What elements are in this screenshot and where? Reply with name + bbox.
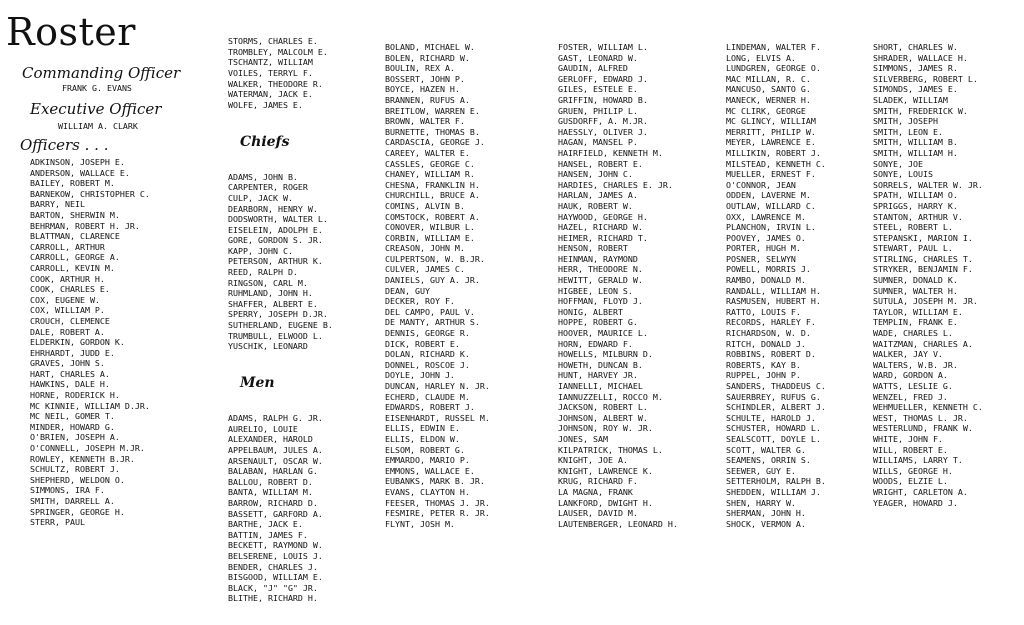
roster-name: SMITH, JOSEPH bbox=[873, 116, 938, 127]
roster-name: BREITLOW, WARREN E. bbox=[385, 105, 480, 116]
roster-name: BOSSERT, JOHN P. bbox=[385, 73, 465, 84]
roster-name: EVANS, CLAYTON H. bbox=[385, 486, 470, 497]
roster-name: SAUERBREY, RUFUS G. bbox=[726, 391, 821, 402]
roster-name: SHEDDEN, WILLIAM J. bbox=[726, 486, 821, 497]
roster-name: STERR, PAUL bbox=[30, 517, 85, 528]
roster-name: WILL, ROBERT E. bbox=[873, 444, 948, 455]
officers-column bbox=[30, 157, 150, 528]
roster-name: BOULIN, REX A. bbox=[385, 63, 455, 74]
roster-name: KNIGHT, LAWRENCE K. bbox=[558, 465, 653, 476]
roster-name: CARROLL, KEVIN M. bbox=[30, 262, 115, 273]
roster-name: ELLIS, EDWIN E. bbox=[385, 423, 460, 434]
roster-name: SCHINDLER, ALBERT J. bbox=[726, 402, 826, 413]
roster-name: HEINMAN, RAYMOND bbox=[558, 253, 638, 264]
roster-name: HANSEL, ROBERT E. bbox=[558, 158, 643, 169]
roster-name: O'CONNOR, JEAN bbox=[726, 179, 796, 190]
roster-name: SORRELS, WALTER W. JR. bbox=[873, 179, 983, 190]
roster-name: CASSLES, GEORGE C. bbox=[385, 158, 475, 169]
roster-name: DANIELS, GUY A. JR. bbox=[385, 275, 480, 286]
roster-name: JOHNSON, ROY W. JR. bbox=[558, 423, 653, 434]
roster-name: SCHULTZ, ROBERT J. bbox=[30, 464, 120, 475]
roster-name: REED, RALPH D. bbox=[228, 267, 298, 278]
roster-name: LONG, ELVIS A. bbox=[726, 52, 796, 63]
roster-name: AURELIO, LOUIE bbox=[228, 423, 298, 434]
roster-name: SHEPHERD, WELDON O. bbox=[30, 474, 125, 485]
roster-name: CARROLL, GEORGE A. bbox=[30, 252, 120, 263]
roster-name: JACKSON, ROBERT L. bbox=[558, 402, 648, 413]
roster-name: COX, WILLIAM P. bbox=[30, 305, 105, 316]
roster-name: RUPPEL, JOHN P. bbox=[726, 370, 801, 381]
roster-name: CULPERTSON, W. B.JR. bbox=[385, 253, 485, 264]
roster-name: PETERSON, ARTHUR K. bbox=[228, 256, 323, 267]
roster-name: HERR, THEODORE N. bbox=[558, 264, 643, 275]
roster-name: BARNEKOW, CHRISTOPHER C. bbox=[30, 188, 150, 199]
roster-name: ELDERKIN, GORDON K. bbox=[30, 337, 125, 348]
roster-name: KAPP, JOHN C. bbox=[228, 245, 293, 256]
roster-name: ADAMS, RALPH G. JR. bbox=[228, 413, 323, 424]
roster-name: CAREEY, WALTER E. bbox=[385, 147, 470, 158]
roster-name: SPRIGGS, HARRY K. bbox=[873, 200, 958, 211]
roster-name: SUTULA, JOSEPH M. JR. bbox=[873, 296, 978, 307]
roster-name: KILPATRICK, THOMAS L. bbox=[558, 444, 663, 455]
roster-name: SPRINGER, GEORGE H. bbox=[30, 506, 125, 517]
roster-name: ECHERD, CLAUDE M. bbox=[385, 391, 470, 402]
roster-name: EISENHARDT, RUSSEL M. bbox=[385, 412, 490, 423]
roster-name: MILSTEAD, KENNETH C. bbox=[726, 158, 826, 169]
roster-name: HAYWOOD, GEORGE H. bbox=[558, 211, 648, 222]
roster-name: IANNELLI, MICHAEL bbox=[558, 381, 643, 391]
roster-name: SONYE, JOE bbox=[873, 158, 923, 169]
roster-name: ALEXANDER, HAROLD bbox=[228, 434, 313, 445]
roster-name: SCHULTE, HAROLD J. bbox=[726, 412, 816, 423]
roster-name: SANDERS, THADDEUS C. bbox=[726, 381, 826, 391]
roster-name: RINGSON, CARL M. bbox=[228, 277, 308, 288]
roster-name: BARTON, SHERWIN M. bbox=[30, 209, 120, 220]
roster-name: SHORT, CHARLES W. bbox=[873, 42, 958, 52]
roster-name: WOODS, ELZIE L. bbox=[873, 476, 948, 487]
roster-name: SCHUSTER, HOWARD L. bbox=[726, 423, 821, 434]
roster-name: WALKER, JAY V. bbox=[873, 349, 943, 360]
roster-name: TSCHANTZ, WILLIAM bbox=[228, 57, 313, 68]
roster-name: EMMARDO, MARIO P. bbox=[385, 455, 470, 466]
roster-name: MEYER, LAWRENCE E. bbox=[726, 137, 816, 148]
roster-name: WARD, GORDON A. bbox=[873, 370, 948, 381]
roster-name: BARTHE, JACK E. bbox=[228, 519, 303, 530]
roster-name: WALKER, THEODORE R. bbox=[228, 78, 323, 89]
roster-name: STEPANSKI, MARION I. bbox=[873, 232, 973, 243]
roster-name: SUTHERLAND, EUGENE B. bbox=[228, 320, 333, 331]
roster-name: GILES, ESTELE E. bbox=[558, 84, 638, 95]
roster-column-2 bbox=[228, 15, 333, 625]
roster-name: HEWITT, GERALD W. bbox=[558, 275, 643, 286]
roster-name: BENDER, CHARLES J. bbox=[228, 561, 318, 572]
roster-name: BATTIN, JAMES F. bbox=[228, 529, 308, 540]
roster-name: STEEL, ROBERT L. bbox=[873, 222, 953, 233]
roster-name: POOVEY, JAMES O. bbox=[726, 232, 806, 243]
roster-name: O'BRIEN, JOSEPH A. bbox=[30, 432, 120, 443]
roster-name: STRYKER, BENJAMIN F. bbox=[873, 264, 973, 275]
roster-name: WEHMUELLER, KENNETH C. bbox=[873, 402, 983, 413]
roster-name: BRANNEN, RUFUS A. bbox=[385, 94, 470, 105]
roster-name: HAWKINS, DALE H. bbox=[30, 379, 110, 390]
roster-name: HAGAN, MANSEL P. bbox=[558, 137, 638, 148]
roster-name: GUSDORFF, A. M.JR. bbox=[558, 116, 648, 127]
roster-name: GERLOFF, EDWARD J. bbox=[558, 73, 648, 84]
roster-name: SCOTT, WALTER G. bbox=[726, 444, 806, 455]
roster-name: BLACK, "J" "G" JR. bbox=[228, 582, 318, 593]
roster-name: GAST, LEONARD W. bbox=[558, 52, 638, 63]
roster-name: HENSON, ROBERT bbox=[558, 243, 628, 254]
roster-column-3 bbox=[385, 42, 490, 529]
roster-name: STANTON, ARTHUR V. bbox=[873, 211, 963, 222]
roster-name: CORBIN, WILLIAM E. bbox=[385, 232, 475, 243]
roster-name: YUSCHIK, LEONARD bbox=[228, 341, 308, 352]
roster-name: DEAN, GUY bbox=[385, 285, 430, 296]
chiefs-label: Chiefs bbox=[240, 133, 290, 150]
roster-column-6 bbox=[873, 42, 983, 508]
roster-name: HOWETH, DUNCAN B. bbox=[558, 359, 643, 370]
roster-name: MUELLER, ERNEST F. bbox=[726, 169, 816, 180]
roster-name: DOYLE, JOHN J. bbox=[385, 370, 455, 381]
roster-name: FLYNT, JOSH M. bbox=[385, 518, 455, 529]
roster-name: SMITH, WILLIAM H. bbox=[873, 147, 958, 158]
roster-name: SLADEK, WILLIAM bbox=[873, 94, 948, 105]
roster-name: JOHNSON, ALBERT W. bbox=[558, 412, 648, 423]
roster-name: SHOCK, VERMON A. bbox=[726, 518, 806, 529]
roster-name: STIRLING, CHARLES T. bbox=[873, 253, 973, 264]
roster-name: SMITH, WILLIAM B. bbox=[873, 137, 958, 148]
roster-name: SILVERBERG, ROBERT L. bbox=[873, 73, 978, 84]
roster-name: CHESNA, FRANKLIN H. bbox=[385, 179, 480, 190]
roster-name: POWELL, MORRIS J. bbox=[726, 264, 811, 275]
roster-name: MANECK, WERNER H. bbox=[726, 94, 811, 105]
roster-name: MILLIKIN, ROBERT J. bbox=[726, 147, 821, 158]
roster-name: GRAVES, JOHN S. bbox=[30, 358, 105, 369]
roster-name: RASMUSEN, HUBERT H. bbox=[726, 296, 821, 307]
executive-officer-name: WILLIAM A. CLARK bbox=[58, 121, 138, 131]
roster-name: CULVER, JAMES C. bbox=[385, 264, 465, 275]
roster-name: VOILES, TERRYL F. bbox=[228, 67, 313, 78]
roster-name: HARLAN, JAMES A. bbox=[558, 190, 638, 201]
roster-name: RUHMLAND, JOHN H. bbox=[228, 288, 313, 299]
roster-name: COX, EUGENE W. bbox=[30, 294, 100, 305]
roster-name: SHAFFER, ALBERT E. bbox=[228, 298, 318, 309]
roster-name: HARDIES, CHARLES E. JR. bbox=[558, 179, 673, 190]
roster-name: BALABAN, HARLAN G. bbox=[228, 466, 318, 477]
roster-name: CHURCHILL, BRUCE A. bbox=[385, 190, 480, 201]
roster-name: KNIGHT, JOE A. bbox=[558, 455, 628, 466]
roster-name: ADKINSON, JOSEPH E. bbox=[30, 157, 125, 167]
roster-name: FOSTER, WILLIAM L. bbox=[558, 42, 648, 52]
roster-name: CULP, JACK W. bbox=[228, 192, 293, 203]
roster-name: MAC MILLAN, R. C. bbox=[726, 73, 811, 84]
roster-name: WAITZMAN, CHARLES A. bbox=[873, 338, 973, 349]
roster-name: SUMNER, WALTER H. bbox=[873, 285, 958, 296]
roster-name: RICHARDSON, W. D. bbox=[726, 328, 811, 339]
roster-name: TEMPLIN, FRANK E. bbox=[873, 317, 958, 328]
officers-label: Officers . . . bbox=[20, 136, 109, 154]
roster-name: MC GLINCY, WILLIAM bbox=[726, 116, 816, 127]
roster-name: IANNUZZELLI, ROCCO M. bbox=[558, 391, 663, 402]
roster-name: HOOVER, MAURICE L. bbox=[558, 328, 648, 339]
roster-name: ROWLEY, KENNETH B.JR. bbox=[30, 453, 135, 464]
roster-name: WENZEL, FRED J. bbox=[873, 391, 948, 402]
roster-name: OXX, LAWRENCE M. bbox=[726, 211, 806, 222]
roster-name: WADE, CHARLES L. bbox=[873, 328, 953, 339]
roster-name: ANDERSON, WALLACE E. bbox=[30, 167, 130, 178]
roster-name: BEHRMAN, ROBERT H. JR. bbox=[30, 220, 140, 231]
roster-name: BARRY, NEIL bbox=[30, 199, 85, 210]
roster-name: BOYCE, HAZEN H. bbox=[385, 84, 460, 95]
roster-name: GAUDIN, ALFRED bbox=[558, 63, 628, 74]
roster-name: HORN, EDWARD F. bbox=[558, 338, 633, 349]
roster-name: PLANCHON, IRVIN L. bbox=[726, 222, 816, 233]
roster-name: MERRITT, PHILIP W. bbox=[726, 126, 816, 137]
roster-name: ROBERTS, KAY B. bbox=[726, 359, 801, 370]
roster-name: WALTERS, W.B. JR. bbox=[873, 359, 958, 370]
roster-name: SMITH, DARRELL A. bbox=[30, 496, 115, 506]
roster-column-4 bbox=[558, 42, 678, 529]
roster-name: COOK, CHARLES E. bbox=[30, 284, 110, 295]
roster-name: CHANEY, WILLIAM R. bbox=[385, 169, 475, 180]
roster-name: DOLAN, RICHARD K. bbox=[385, 349, 470, 360]
roster-name: SEEWER, GUY E. bbox=[726, 465, 796, 476]
roster-name: GORE, GORDON S. JR. bbox=[228, 235, 323, 246]
roster-name: WHITE, JOHN F. bbox=[873, 433, 943, 444]
roster-name: EHRHARDT, JUDD E. bbox=[30, 347, 115, 358]
roster-name: LA MAGNA, FRANK bbox=[558, 486, 633, 497]
roster-name: HOPPE, ROBERT G. bbox=[558, 317, 638, 328]
roster-name: HIGBEE, LEON S. bbox=[558, 285, 633, 296]
roster-name: DONNEL, ROSCOE J. bbox=[385, 359, 470, 370]
roster-name: HUNT, HARVEY JR. bbox=[558, 370, 638, 381]
roster-name: MC NEIL, GOMER T. bbox=[30, 411, 115, 422]
roster-name: SIMMONS, IRA F. bbox=[30, 485, 105, 496]
roster-name: HORNE, RODERICK H. bbox=[30, 390, 120, 401]
roster-name: CREASON, JOHN M. bbox=[385, 243, 465, 254]
roster-name: RITCH, DONALD J. bbox=[726, 338, 806, 349]
roster-name: WILLS, GEORGE H. bbox=[873, 465, 953, 476]
roster-name: SETTERHOLM, RALPH B. bbox=[726, 476, 826, 487]
roster-name: HART, CHARLES A. bbox=[30, 368, 110, 379]
roster-name: SHRADER, WALLACE H. bbox=[873, 52, 968, 63]
roster-name: BOLAND, MICHAEL W. bbox=[385, 42, 475, 52]
roster-name: SIMONDS, JAMES E. bbox=[873, 84, 958, 95]
roster-name: STORMS, CHARLES E. bbox=[228, 36, 318, 47]
roster-name: RAMBO, DONALD M. bbox=[726, 275, 806, 286]
roster-name: MC KINNIE, WILLIAM D.JR. bbox=[30, 400, 150, 411]
roster-name: PORTER, HUGH M. bbox=[726, 243, 801, 254]
roster-name: DE MANTY, ARTHUR S. bbox=[385, 317, 480, 328]
roster-name: COOK, ARTHUR H. bbox=[30, 273, 105, 284]
roster-name: DUNCAN, HARLEY N. JR. bbox=[385, 381, 490, 391]
roster-name: HAIRFIELD, KENNETH M. bbox=[558, 147, 663, 158]
roster-name: BAILEY, ROBERT M. bbox=[30, 178, 115, 189]
roster-name: DALE, ROBERT A. bbox=[30, 326, 105, 337]
roster-name: BARROW, RICHARD D. bbox=[228, 497, 318, 508]
roster-name: GRIFFIN, HOWARD B. bbox=[558, 94, 648, 105]
roster-name: ELSOM, ROBERT G. bbox=[385, 444, 465, 455]
roster-name: BALLOU, ROBERT D. bbox=[228, 476, 313, 487]
roster-name: EMMONS, WALLACE E. bbox=[385, 465, 475, 476]
roster-name: POSNER, SELWYN bbox=[726, 253, 796, 264]
roster-name: BURNETTE, THOMAS B. bbox=[385, 126, 480, 137]
roster-name: WILLIAMS, LARRY T. bbox=[873, 455, 963, 466]
roster-name: DICK, ROBERT E. bbox=[385, 338, 460, 349]
roster-name: BLATTMAN, CLARENCE bbox=[30, 231, 120, 242]
roster-name: BLITHE, RICHARD H. bbox=[228, 593, 318, 604]
roster-name: CARROLL, ARTHUR bbox=[30, 241, 105, 252]
roster-name: CONOVER, WILBUR L. bbox=[385, 222, 475, 233]
roster-name: HAUK, ROBERT W. bbox=[558, 200, 633, 211]
roster-name: BASSETT, GARFORD A. bbox=[228, 508, 323, 519]
roster-name: EDWARDS, ROBERT J. bbox=[385, 402, 475, 413]
roster-name: WATERMAN, JACK E. bbox=[228, 89, 313, 100]
commanding-officer-label: Commanding Officer bbox=[22, 64, 181, 82]
roster-name: APPELBAUM, JULES A. bbox=[228, 444, 323, 455]
roster-name: WRIGHT, CARLETON A. bbox=[873, 486, 968, 497]
roster-name: COMINS, ALVIN B. bbox=[385, 200, 465, 211]
roster-name: SPATH, WILLIAM O. bbox=[873, 190, 958, 201]
roster-name: BISGOOD, WILLIAM E. bbox=[228, 572, 323, 583]
roster-name: SHEN, HARRY W. bbox=[726, 497, 796, 508]
roster-name: DENNIS, GEORGE R. bbox=[385, 328, 470, 339]
roster-name: JONES, SAM bbox=[558, 433, 608, 444]
roster-name: LAUSER, DAVID M. bbox=[558, 508, 638, 519]
roster-name: EUBANKS, MARK B. JR. bbox=[385, 476, 485, 487]
roster-name: BELSERENE, LOUIS J. bbox=[228, 550, 323, 561]
roster-name: ADAMS, JOHN B. bbox=[228, 171, 298, 182]
roster-name: LANKFORD, DWIGHT H. bbox=[558, 497, 653, 508]
roster-name: MINDER, HOWARD G. bbox=[30, 421, 115, 432]
roster-name: DEL CAMPO, PAUL V. bbox=[385, 306, 475, 317]
roster-name: TRUMBULL, ELWOOD L. bbox=[228, 330, 323, 341]
roster-name: O'CONNELL, JOSEPH M.JR. bbox=[30, 443, 145, 454]
roster-name: STEWART, PAUL L. bbox=[873, 243, 953, 254]
roster-name: MANCUSO, SANTO G. bbox=[726, 84, 811, 95]
roster-name: YEAGER, HOWARD J. bbox=[873, 497, 958, 508]
roster-name: ROBBINS, ROBERT D. bbox=[726, 349, 816, 360]
roster-name: HAZEL, RICHARD W. bbox=[558, 222, 643, 233]
roster-name: TROMBLEY, MALCOLM E. bbox=[228, 46, 328, 57]
roster-name: LUNDGREN, GEORGE O. bbox=[726, 63, 821, 74]
roster-name: SUMNER, DONALD K. bbox=[873, 275, 958, 286]
roster-name: ARSENAULT, OSCAR W. bbox=[228, 455, 323, 466]
roster-name: HOWELLS, MILBURN D. bbox=[558, 349, 653, 360]
roster-name: DODSWORTH, WALTER L. bbox=[228, 214, 328, 225]
roster-name: HONIG, ALBERT bbox=[558, 306, 623, 317]
roster-name: CARDASCIA, GEORGE J. bbox=[385, 137, 485, 148]
roster-name: CROUCH, CLEMENCE bbox=[30, 315, 110, 326]
roster-name: BECKETT, RAYMOND W. bbox=[228, 540, 323, 551]
page-title: Roster bbox=[6, 10, 136, 54]
roster-name: TAYLOR, WILLIAM E. bbox=[873, 306, 963, 317]
roster-name: DEARBORN, HENRY W. bbox=[228, 203, 318, 214]
roster-name: MC CLIRK, GEORGE bbox=[726, 105, 806, 116]
roster-name: SHERMAN, JOHN H. bbox=[726, 508, 806, 519]
roster-name: BOLEN, RICHARD W. bbox=[385, 52, 470, 63]
roster-name: WESTERLUND, FRANK W. bbox=[873, 423, 973, 434]
roster-name: KRUG, RICHARD F. bbox=[558, 476, 638, 487]
roster-name: OUTLAW, WILLARD C. bbox=[726, 200, 816, 211]
roster-name: ELLIS, ELDON W. bbox=[385, 433, 460, 444]
roster-name: DECKER, ROY F. bbox=[385, 296, 455, 307]
roster-name: WEST, THOMAS L. JR. bbox=[873, 412, 968, 423]
commanding-officer-name: FRANK G. EVANS bbox=[62, 83, 132, 93]
roster-name: SIMMONS, JAMES R. bbox=[873, 63, 958, 74]
roster-name: FEESER, THOMAS J. JR. bbox=[385, 497, 490, 508]
roster-column-5 bbox=[726, 42, 826, 529]
roster-name: WATTS, LESLIE G. bbox=[873, 381, 953, 391]
roster-name: SMITH, LEON E. bbox=[873, 126, 943, 137]
roster-name: COMSTOCK, ROBERT A. bbox=[385, 211, 480, 222]
roster-name: GRUEN, PHILIP L. bbox=[558, 105, 638, 116]
roster-name: BROWN, WALTER F. bbox=[385, 116, 465, 127]
roster-name: EISELEIN, ADOLPH E. bbox=[228, 224, 323, 235]
roster-name: CARPENTER, ROGER bbox=[228, 182, 308, 193]
roster-name: HANSEN, JOHN C. bbox=[558, 169, 633, 180]
roster-name: HAESSLY, OLIVER J. bbox=[558, 126, 648, 137]
roster-name: RATTO, LOUIS F. bbox=[726, 306, 801, 317]
roster-name: ODDEN, LAVERNE M. bbox=[726, 190, 811, 201]
roster-name: SONYE, LOUIS bbox=[873, 169, 933, 180]
roster-name: WOLFE, JAMES E. bbox=[228, 99, 303, 110]
roster-name: FESMIRE, PETER R. JR. bbox=[385, 508, 490, 519]
roster-name: HOFFMAN, FLOYD J. bbox=[558, 296, 643, 307]
roster-name: LINDEMAN, WALTER F. bbox=[726, 42, 821, 52]
roster-name: SEALSCOTT, DOYLE L. bbox=[726, 433, 821, 444]
roster-name: RANDALL, WILLIAM H. bbox=[726, 285, 821, 296]
roster-name: SEAMENS, ORRIN S. bbox=[726, 455, 811, 466]
roster-name: SMITH, FREDERICK W. bbox=[873, 105, 968, 116]
roster-name: BANTA, WILLIAM M. bbox=[228, 487, 313, 498]
roster-name: SPERRY, JOSEPH D.JR. bbox=[228, 309, 328, 320]
executive-officer-label: Executive Officer bbox=[30, 100, 162, 118]
men-label: Men bbox=[240, 375, 275, 391]
roster-name: RECORDS, HARLEY F. bbox=[726, 317, 816, 328]
roster-name: LAUTENBERGER, LEONARD H. bbox=[558, 518, 678, 529]
roster-name: HEIMER, RICHARD T. bbox=[558, 232, 648, 243]
